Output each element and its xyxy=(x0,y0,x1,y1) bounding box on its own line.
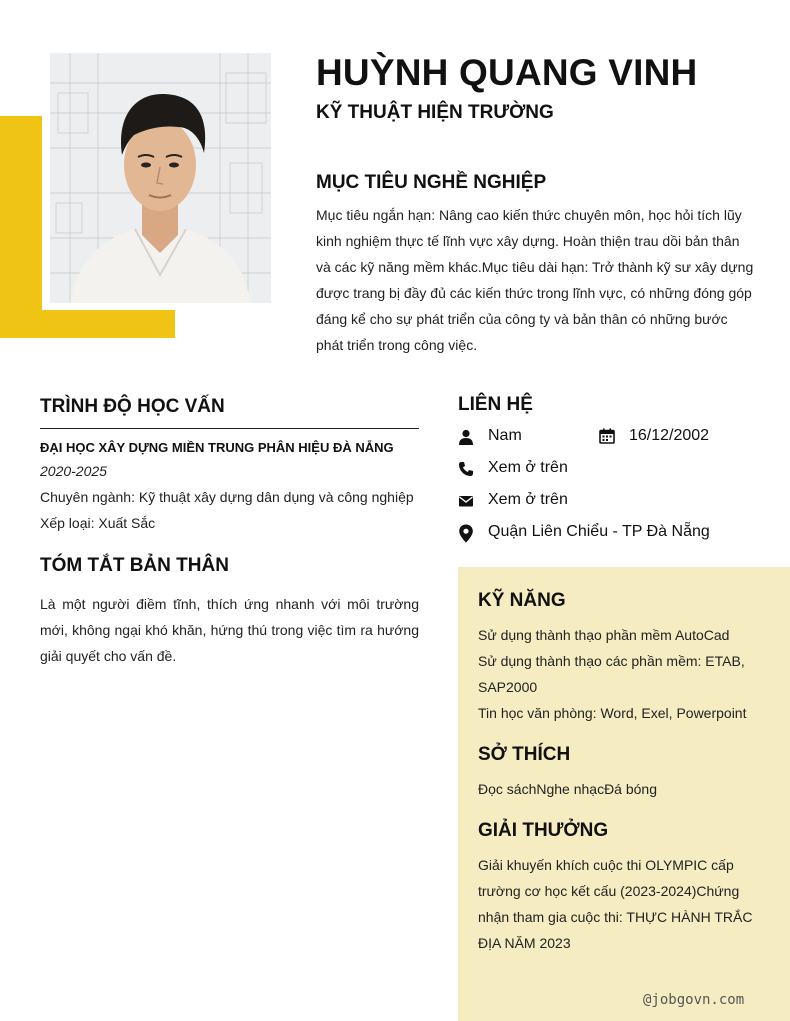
objective-heading: MỤC TIÊU NGHỀ NGHIỆP xyxy=(316,172,547,193)
contact-email: Xem ở trên xyxy=(488,491,568,508)
education-years: 2020-2025 xyxy=(40,463,107,479)
contact-gender: Nam xyxy=(488,427,522,444)
profile-photo xyxy=(50,53,271,303)
skill-item: Tin học văn phòng: Word, Exel, Powerpoint xyxy=(478,705,747,721)
candidate-role: KỸ THUẬT HIỆN TRƯỜNG xyxy=(316,102,554,123)
education-grade: Xếp loại: Xuất Sắc xyxy=(40,515,156,531)
education-divider xyxy=(40,428,419,429)
awards-heading: GIẢI THƯỞNG xyxy=(478,820,609,841)
contact-address: Quận Liên Chiểu - TP Đà Nẵng xyxy=(488,523,710,540)
hobbies-text: Đọc sáchNghe nhạcĐá bóng xyxy=(478,781,658,797)
watermark: @jobgovn.com xyxy=(643,992,745,1008)
person-icon xyxy=(458,429,474,445)
hobbies-heading: SỞ THÍCH xyxy=(478,744,571,765)
summary-heading: TÓM TẮT BẢN THÂN xyxy=(40,555,229,576)
candidate-name: HUỲNH QUANG VINH xyxy=(316,52,698,93)
skill-item: Sử dụng thành thạo phần mềm AutoCad xyxy=(478,627,730,643)
contact-birthday: 16/12/2002 xyxy=(629,427,710,444)
location-pin-icon xyxy=(458,524,474,543)
education-major: Chuyên ngành: Kỹ thuật xây dựng dân dụng và công nghiệp xyxy=(40,489,414,505)
education-school: ĐẠI HỌC XÂY DỰNG MIỀN TRUNG PHÂN HIỆU ĐÀ NẴNG xyxy=(40,440,394,455)
skill-item: Sử dụng thành thạo các phần mềm: ETAB, SAP2000 xyxy=(478,653,745,695)
accent-bar-horizontal xyxy=(0,310,175,338)
calendar-icon xyxy=(599,428,615,444)
contact-heading: LIÊN HỆ xyxy=(458,394,533,415)
accent-bar-vertical xyxy=(0,116,42,338)
education-heading: TRÌNH ĐỘ HỌC VẤN xyxy=(40,396,225,417)
awards-text: Giải khuyến khích cuộc thi OLYMPIC cấp trường cơ học kết cấu (2023-2024)Chứng nhận tham gia cuộc thi: THỰC HÀNH TRẮC ĐỊA NĂM 2023 xyxy=(478,857,753,951)
contact-phone: Xem ở trên xyxy=(488,459,568,476)
skills-list xyxy=(478,622,768,726)
summary-text: Là một người điềm tĩnh, thích ứng nhanh với môi trường mới, không ngại khó khăn, hứng thú trong việc tìm ra hướng giải quyết cho vấn đề. xyxy=(40,596,419,664)
phone-icon xyxy=(458,461,474,477)
mail-icon xyxy=(458,493,474,509)
objective-text: Mục tiêu ngắn hạn: Nâng cao kiến thức chuyên môn, học hỏi tích lũy kinh nghiệm thực tế lĩnh vực xây dựng. Hoàn thiện trau dồi bản thân và các kỹ năng mềm khác.Mục tiêu dài hạn: Trở thành kỹ sư xây dựng được trang bị đầy đủ các kiến thức trong lĩnh vực, có những đóng góp đáng kể cho sự phát triển của công ty và bản thân có những bước phát triển trong công việc. xyxy=(316,207,754,353)
skills-heading: KỸ NĂNG xyxy=(478,590,566,611)
